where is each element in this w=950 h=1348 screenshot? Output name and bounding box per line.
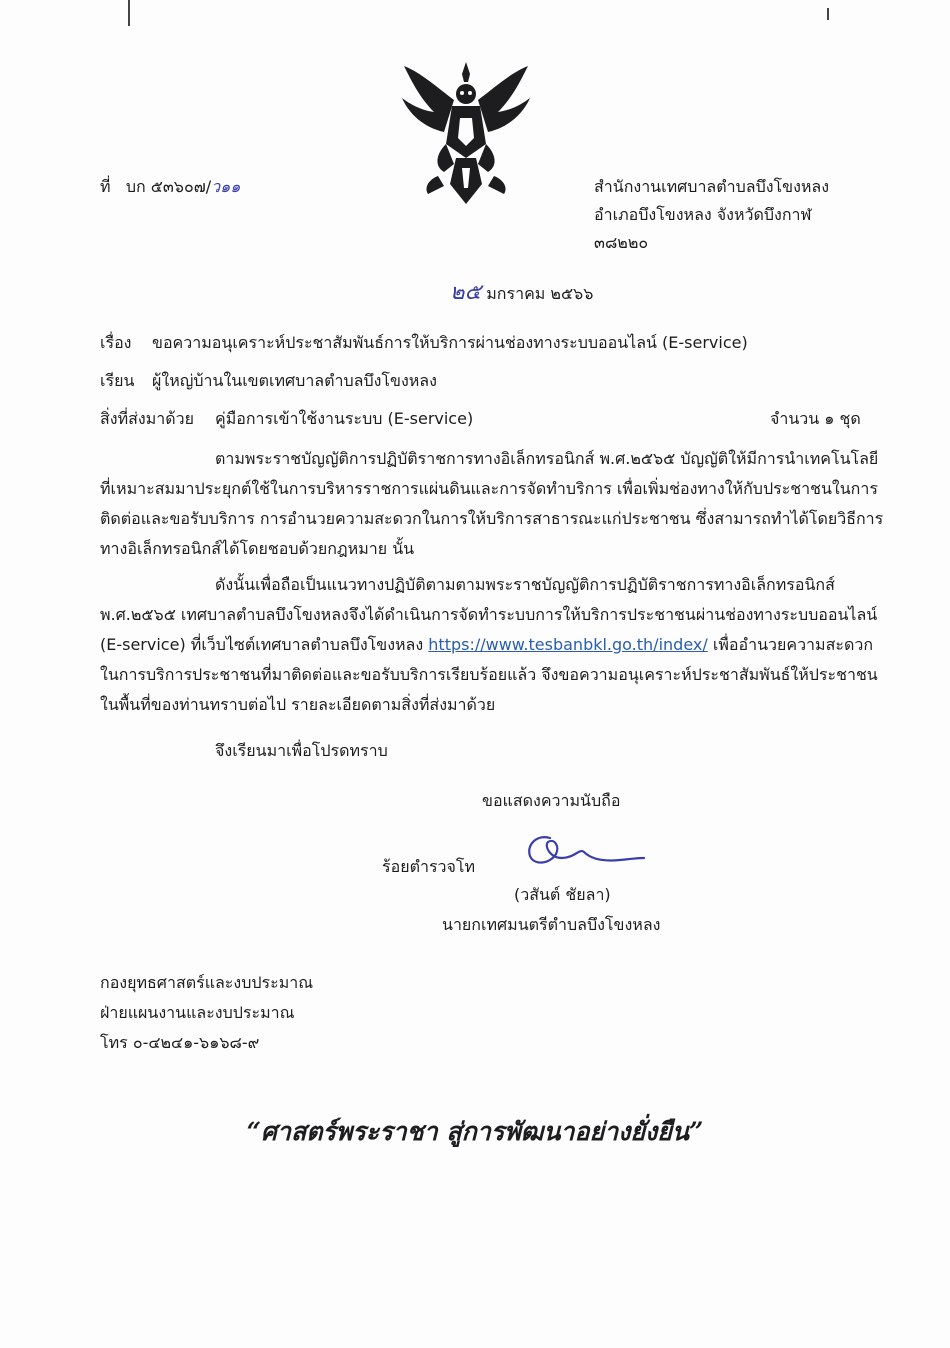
org-address: อำเภอบึงโขงหลง จังหวัดบึงกาฬ (594, 205, 812, 224)
reference-handwritten: ว๑๑ (211, 177, 241, 196)
paragraph2-line (100, 634, 873, 656)
closing-request: จึงเรียนมาเพื่อโปรดทราบ (215, 741, 388, 760)
footer-section: ฝ่ายแผนงานและงบประมาณ (100, 1003, 295, 1022)
signer-name: (วสันต์ ชัยลา) (514, 885, 611, 904)
reference-number: บก ๕๓๖๐๗/ (125, 177, 212, 196)
closing-regards: ขอแสดงความนับถือ (482, 791, 621, 810)
paragraph2-text: (E-service) ที่เว็บไซต์เทศบาลตำบลบึงโขงหลง (100, 635, 424, 654)
website-link[interactable]: https://www.tesbanbkl.go.th/index/ (428, 635, 708, 654)
paragraph1-line: ทางอิเล็กทรอนิกส์ได้โดยชอบด้วยกฎหมาย นั้น (100, 539, 415, 558)
recipient-label: เรียน (100, 371, 135, 390)
org-postcode: ๓๘๒๒๐ (594, 233, 649, 252)
enclosure-quantity: จำนวน ๑ ชุด (770, 409, 861, 428)
garuda-emblem-icon (398, 58, 534, 206)
paragraph2-text: เพื่ออำนวยความสะดวก (712, 635, 873, 654)
date-month-year: มกราคม ๒๕๖๖ (486, 284, 594, 303)
signer-title: นายกเทศมนตรีตำบลบึงโขงหลง (442, 915, 661, 934)
paragraph2-line: ดังนั้นเพื่อถือเป็นแนวทางปฏิบัติตามตามพระราชบัญญัติการปฏิบัติราชการทางอิเล็กทรอนิกส์ (215, 575, 835, 594)
enclosure-label: สิ่งที่ส่งมาด้วย (100, 409, 194, 428)
scan-mark (128, 0, 130, 26)
scan-mark (827, 8, 829, 20)
signer-rank: ร้อยตำรวจโท (382, 857, 476, 876)
paragraph2-line: ในการบริการประชาชนที่มาติดต่อและขอรับบริการเรียบร้อยแล้ว จึงขอความอนุเคราะห์ประชาสัมพันธ์ให้ประชาชน (100, 665, 878, 684)
signature-icon (520, 828, 648, 876)
slogan: “ศาสตร์พระราชา สู่การพัฒนาอย่างยั่งยืน” (246, 1117, 704, 1146)
reference-line (100, 176, 240, 198)
footer-division: กองยุทธศาสตร์และงบประมาณ (100, 973, 314, 992)
paragraph2-line: พ.ศ.๒๕๖๕ เทศบาลตำบลบึงโขงหลงจึงได้ดำเนินการจัดทำระบบการให้บริการประชาชนผ่านช่องทางระบบออนไลน์ (100, 605, 878, 624)
subject-text: ขอความอนุเคราะห์ประชาสัมพันธ์การให้บริการผ่านช่องทางระบบออนไลน์ (E-service) (152, 333, 748, 352)
paragraph1-line: ติดต่อและขอรับบริการ การอำนวยความสะดวกในการให้บริการสาธารณะแก่ประชาชน ซึ่งสามารถทำได้โดยวิธีการ (100, 509, 884, 528)
letter-date (450, 282, 593, 305)
subject-label: เรื่อง (100, 333, 132, 352)
date-day-handwritten: ๒๕ (450, 280, 482, 305)
reference-prefix: ที่ (100, 177, 111, 196)
paragraph1-line: ที่เหมาะสมมาประยุกต์ใช้ในการบริหารราชการแผ่นดินและการจัดทำบริการ เพื่อเพิ่มช่องทางให้กับประชาชนในการ (100, 479, 878, 498)
paragraph2-line: ในพื้นที่ของท่านทราบต่อไป รายละเอียดตามสิ่งที่ส่งมาด้วย (100, 695, 496, 714)
enclosure-text: คู่มือการเข้าใช้งานระบบ (E-service) (215, 409, 474, 428)
paragraph1-line: ตามพระราชบัญญัติการปฏิบัติราชการทางอิเล็กทรอนิกส์ พ.ศ.๒๕๖๕ บัญญัติให้มีการนำเทคโนโลยี (215, 449, 879, 468)
footer-phone: โทร ๐-๔๒๔๑-๖๑๖๘-๙ (100, 1033, 260, 1052)
recipient-text: ผู้ใหญ่บ้านในเขตเทศบาลตำบลบึงโขงหลง (152, 371, 437, 390)
org-name: สำนักงานเทศบาลตำบลบึงโขงหลง (594, 177, 830, 196)
